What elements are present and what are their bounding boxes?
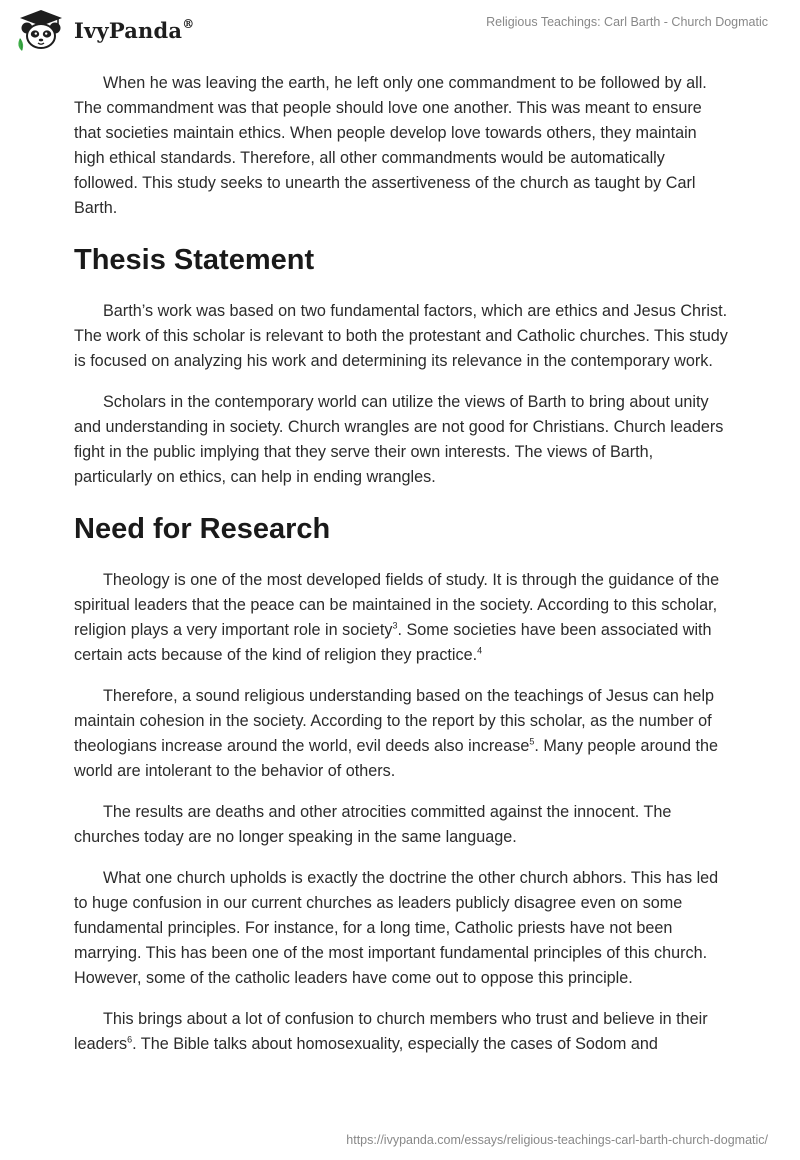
brand-name: IvyPanda® [74,16,195,43]
paragraph: Scholars in the contemporary world can utilize the views of Barth to bring about unity and understanding in society. Church wrangles are not good for Christians. Church leaders fight in the public implying that they serve their own interests. The views of Barth, particularly on ethics, can help in ending wrangles. [74,393,724,486]
section-heading-need: Need for Research [74,513,331,545]
footnote-ref[interactable]: 6 [127,1034,133,1045]
paragraph: Therefore, a sound religious understanding based on the teachings of Jesus can help maintain cohesion in the society. According to the report by this scholar, as the number of theologians increase around the world, evil deeds also increase$^5$. Many people around the world are intolerant to the behavior of others. [74,687,718,780]
footnote-ref[interactable]: 3 [392,620,398,631]
paragraph: The results are deaths and other atrocities committed against the innocent. The churches today are no longer speaking in the same language. [74,803,672,846]
panda-graduate-icon [14,8,68,52]
section-heading-thesis: Thesis Statement [74,244,315,276]
paragraph: This brings about a lot of confusion to church members who trust and believe in their leaders$^6$. The Bible talks about homosexuality, especially the cases of Sodom and [74,1010,708,1053]
source-url[interactable]: https://ivypanda.com/essays/religious-teachings-carl-barth-church-dogmatic/ [346,1133,768,1147]
footnote-ref[interactable]: 4 [477,645,483,656]
paragraph: What one church upholds is exactly the doctrine the other church abhors. This has led to huge confusion in our current churches as leaders publicly disagree even on some fundamental principles. For instance, for a long time, Catholic priests have not been marrying. This has been one of the most important fundamental principles of this church. However, some of the catholic leaders have come out to oppose this principle. [74,869,719,987]
paragraph: Barth’s work was based on two fundamental factors, which are ethics and Jesus Christ. The work of this scholar is relevant to both the protestant and Catholic churches. This study is focused on analyzing his work and determining its relevance in the contemporary work. [74,302,728,370]
page-header [0,0,800,60]
essay-content [74,71,730,1073]
footnote-ref[interactable]: 5 [529,736,535,747]
ivypanda-logo[interactable] [14,8,194,52]
paragraph: When he was leaving the earth, he left only one commandment to be followed by all. The commandment was that people should love one another. This was meant to ensure that societies maintain ethics. When people develop love towards others, they maintain high ethical standards. Therefore, all other commandments would be automatically followed. This study seeks to unearth the assertiveness of the church as taught by Carl Barth. [74,74,707,217]
document-title: Religious Teachings: Carl Barth - Church Dogmatic [486,15,768,29]
paragraph: Theology is one of the most developed fields of study. It is through the guidance of the spiritual leaders that the peace can be maintained in the society. According to this scholar, religion plays a very important role in society$^3$. Some societies have been associated with certain acts because of the kind of religion they practice.$^4$ [74,571,720,664]
